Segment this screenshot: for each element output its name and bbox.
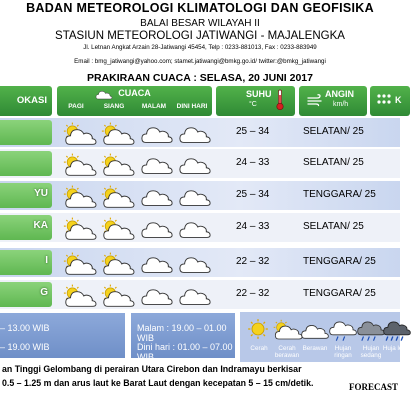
partly-cloudy-icon [62, 152, 96, 176]
table-row [0, 248, 400, 277]
table-row [0, 149, 400, 178]
period-dini-hari: DINI HARI [176, 103, 208, 110]
angin-header-label: ANGIN [325, 89, 354, 99]
rain-heavy-icon [382, 316, 412, 342]
partly-cloudy-icon [100, 216, 134, 240]
table-row [0, 280, 400, 309]
warning-line-2: 0.5 – 1.25 m dan arus laut ke Barat Laut dengan kecepatan 5 – 15 cm/detik. [2, 378, 314, 388]
kelembapan-header-label: K [395, 95, 402, 105]
legend-label: Cerah [250, 345, 268, 352]
table-row [0, 118, 400, 147]
cloudy-icon [140, 184, 174, 208]
suhu-header [216, 86, 295, 116]
period-malam: MALAM [141, 103, 167, 110]
partly-cloudy-icon [62, 216, 96, 240]
wind-value: TENGGARA/ 25 [303, 256, 376, 267]
time-range-dini-hari: Dini hari : 01.00 – 07.00 WIB [137, 342, 233, 362]
partly-cloudy-icon [100, 184, 134, 208]
table-row [0, 181, 400, 210]
balai-name: BALAI BESAR WILAYAH II [140, 18, 260, 29]
time-range-malam: Malam : 19.00 – 01.00 WIB [137, 323, 227, 343]
wind-value: TENGGARA/ 25 [303, 288, 376, 299]
table-row [0, 213, 400, 242]
angin-header [299, 86, 367, 116]
partly-cloudy-icon [100, 121, 134, 145]
cuaca-header [57, 86, 212, 116]
location-label: KA [33, 220, 48, 231]
cloudy-icon [178, 184, 212, 208]
location-cell [0, 250, 52, 275]
cloudy-icon [178, 251, 212, 275]
temperature-value: 25 – 34 [236, 126, 270, 137]
location-label: I [45, 255, 48, 266]
cloudy-icon [140, 121, 174, 145]
time-range-siang: – 19.00 WIB [0, 342, 50, 352]
wind-value: SELATAN/ 25 [303, 157, 364, 168]
forecast-title: PRAKIRAAN CUACA : SELASA, 20 JUNI 2017 [87, 72, 313, 84]
legend-label: Hujan ringan [334, 345, 352, 359]
legend-label: Cerah berawan [274, 345, 300, 359]
cloudy-icon [178, 152, 212, 176]
cloudy-icon [140, 251, 174, 275]
agency-name: BADAN METEOROLOGI KLIMATOLOGI DAN GEOFISIKA [26, 1, 374, 15]
cuaca-header-label: CUACA [118, 88, 151, 98]
partly-cloudy-icon [100, 251, 134, 275]
time-range-pagi: – 13.00 WIB [0, 323, 50, 333]
angin-unit: km/h [333, 101, 349, 108]
partly-cloudy-icon [100, 152, 134, 176]
thermometer-icon [276, 89, 284, 111]
partly-cloudy-icon [62, 251, 96, 275]
header [0, 0, 400, 70]
cloudy-icon [178, 121, 212, 145]
location-cell [0, 215, 52, 240]
temperature-value: 25 – 34 [236, 189, 270, 200]
cloudy-icon [140, 283, 174, 307]
wind-value: TENGGARA/ 25 [303, 189, 376, 200]
cloudy-icon [140, 152, 174, 176]
time-range-box-night [131, 313, 235, 362]
cloudy-icon [178, 283, 212, 307]
location-cell [0, 183, 52, 208]
location-label: YU [34, 188, 48, 199]
partly-cloudy-icon [272, 318, 302, 340]
wind-value: SELATAN/ 25 [303, 221, 364, 232]
period-pagi: PAGI [68, 103, 84, 110]
wind-value: SELATAN/ 25 [303, 126, 364, 137]
rain-light-icon [328, 316, 358, 342]
temperature-value: 24 – 33 [236, 221, 270, 232]
legend-label: Huja lebat [382, 345, 412, 352]
temperature-value: 22 – 32 [236, 256, 270, 267]
partly-cloudy-icon [62, 184, 96, 208]
location-cell [0, 282, 52, 307]
cloudy-icon [178, 216, 212, 240]
wave-warning [0, 362, 400, 400]
wind-icon [307, 94, 323, 106]
partly-cloudy-icon [62, 283, 96, 307]
location-cell [0, 151, 52, 176]
suhu-header-label: SUHU [246, 89, 272, 99]
station-address: Jl. Letnan Angkat Arzain 28-Jatiwangi 45454, Telp : 0233-881013, Fax : 0233-883949 [83, 44, 317, 51]
warning-line-1: an Tinggi Gelombang di perairan Utara Cirebon dan Indramayu berkisar [2, 364, 302, 374]
sun-icon [246, 317, 270, 341]
period-siang: SIANG [103, 103, 125, 110]
lokasi-header-label: OKASI [16, 95, 47, 106]
forecaster-label: FORECAST [348, 382, 398, 392]
legend-label: Berawan [302, 345, 328, 352]
temperature-value: 22 – 32 [236, 288, 270, 299]
legend-label: Hujan sedang [360, 345, 382, 359]
station-name: STASIUN METEOROLOGI JATIWANGI - MAJALENGKA [55, 30, 345, 42]
cloudy-icon [300, 320, 330, 340]
time-range-box-day [0, 313, 125, 358]
station-contacts: Email : bmg_jatiwangi@yahoo.com; stamet.jatiwangi@bmkg.go.id/ twitter:@bmkg_jatiwangi [74, 58, 326, 65]
partly-cloudy-icon [100, 283, 134, 307]
kelembapan-header [370, 86, 410, 116]
suhu-unit: °C [249, 101, 257, 108]
humidity-drops-icon [376, 93, 392, 107]
temperature-value: 24 – 33 [236, 157, 270, 168]
partly-cloudy-icon [62, 121, 96, 145]
cloudy-icon [140, 216, 174, 240]
lokasi-header [0, 86, 52, 116]
location-cell [0, 120, 52, 145]
location-label: G [40, 287, 48, 298]
